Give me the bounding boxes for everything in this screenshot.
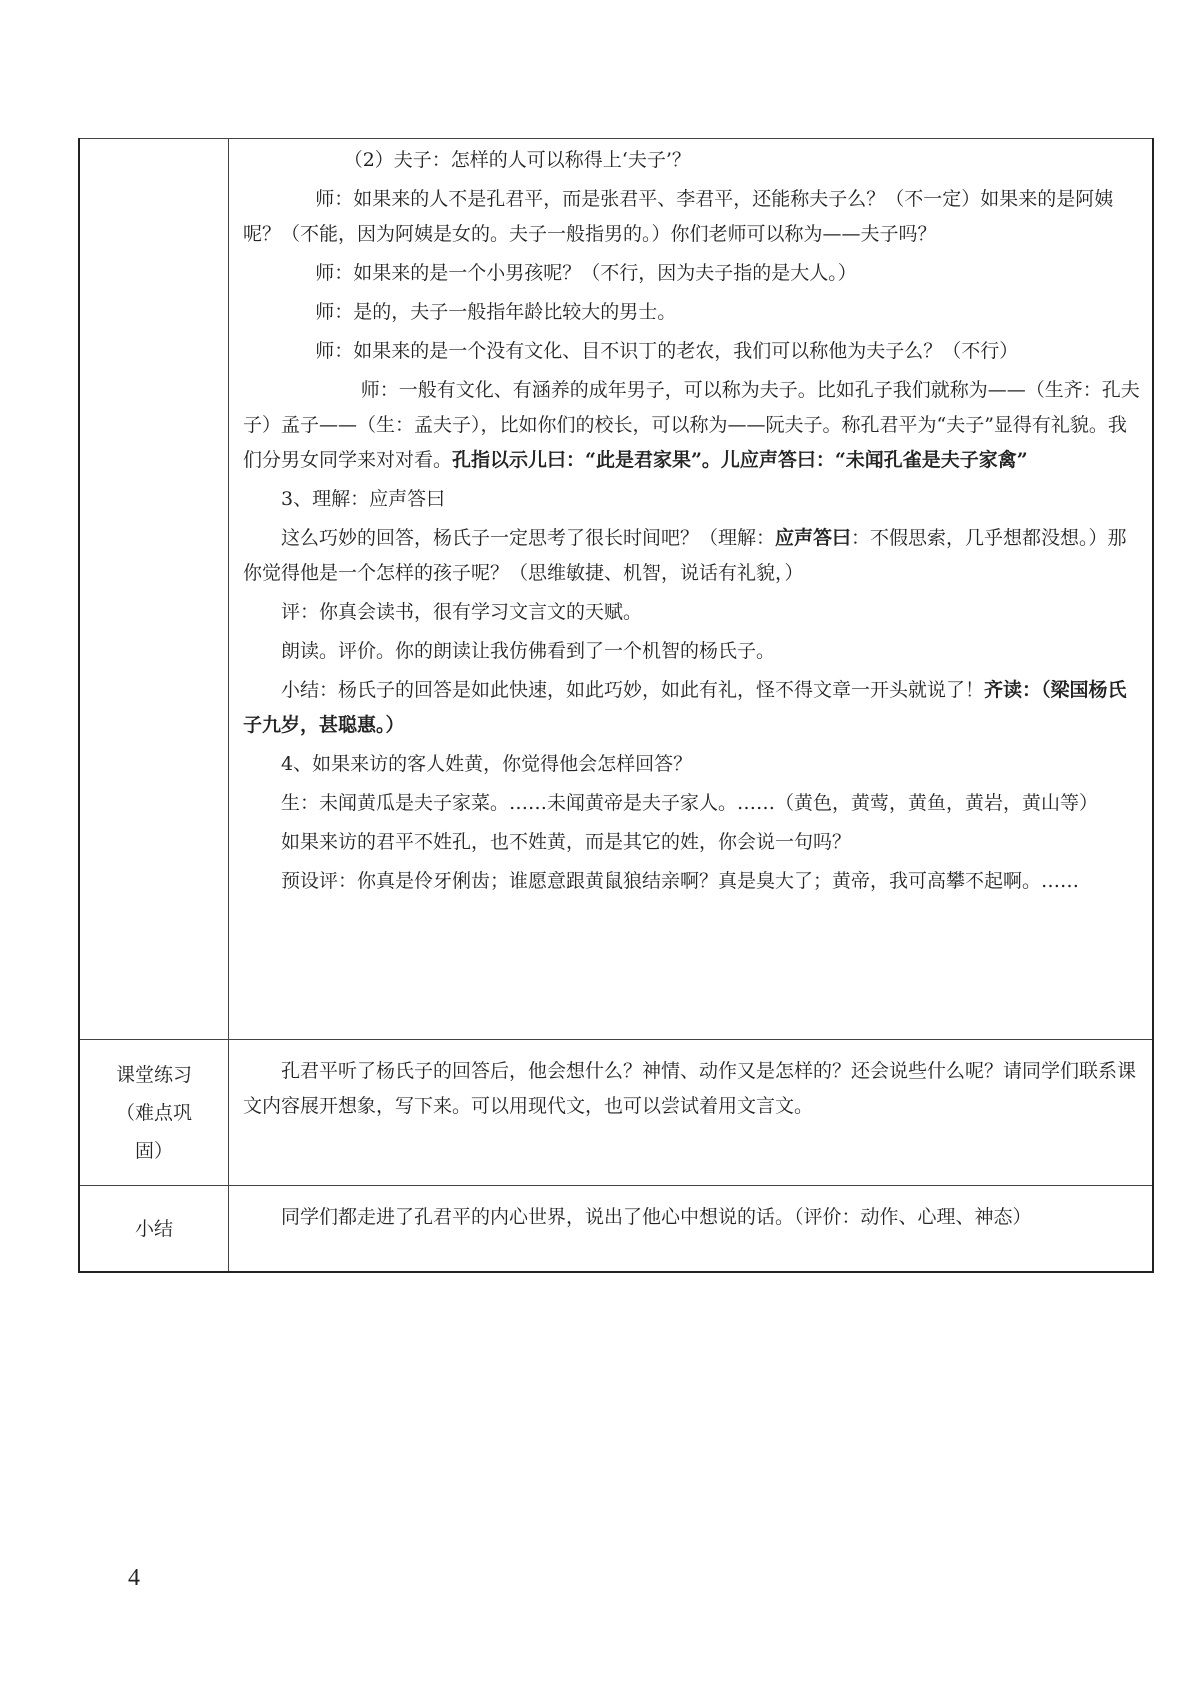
text-segment: 4、如果来访的客人姓黄，你觉得他会怎样回答？ — [281, 753, 693, 775]
text-segment: 师：如果来的是一个没有文化、目不识丁的老农，我们可以称他为夫子么？（不行） — [315, 340, 1019, 362]
teaching-paragraph — [243, 521, 1142, 591]
teaching-paragraph — [243, 334, 1142, 369]
practice-text: 孔君平听了杨氏子的回答后，他会想什么？神情、动作又是怎样的？还会说些什么呢？请同学们联系课文内容展开想象，写下来。可以用现代文，也可以尝试着用文言文。 — [243, 1060, 1137, 1117]
page-number: 4 — [128, 1565, 140, 1591]
teaching-paragraph — [243, 256, 1142, 291]
text-segment: 师：如果来的人不是孔君平，而是张君平、李君平，还能称夫子么？（不一定）如果来的是阿姨呢？（不能，因为阿姨是女的。夫子一般指男的。）你们老师可以称为——夫子吗？ — [243, 188, 1114, 245]
teaching-paragraph — [243, 182, 1142, 252]
teaching-process-text — [229, 139, 1152, 899]
text-segment: 预设评：你真是伶牙俐齿；谁愿意跟黄鼠狼结亲啊？真是臭大了；黄帝，我可高攀不起啊。…… — [281, 870, 1080, 892]
bold-text-segment: 齐读：（梁国杨氏子九岁，甚聪惠。） — [243, 679, 1127, 736]
text-segment: 这么巧妙的回答，杨氏子一定思考了很长时间吧？（理解： — [281, 527, 776, 549]
practice-row — [79, 1040, 1153, 1186]
text-segment: 如果来访的君平不姓孔，也不姓黄，而是其它的姓，你会说一句吗？ — [281, 831, 852, 853]
summary-text: 同学们都走进了孔君平的内心世界，说出了他心中想说的话。（评价：动作、心理、神态） — [281, 1206, 1032, 1228]
text-segment: 朗读。评价。你的朗读让我仿佛看到了一个机智的杨氏子。 — [281, 640, 776, 662]
teaching-paragraph — [243, 673, 1142, 743]
practice-label-line-2: （难点巩 — [115, 1101, 192, 1124]
teaching-paragraph — [243, 864, 1142, 899]
teaching-paragraph — [243, 295, 1142, 330]
text-segment: 生：未闻黄瓜是夫子家菜。……未闻黄帝是夫子家人。……（黄色，黄莺，黄鱼，黄岩，黄山等） — [281, 792, 1099, 814]
text-segment: 3、理解：应声答曰 — [281, 488, 446, 510]
teaching-paragraph — [243, 634, 1142, 669]
teaching-paragraph — [243, 482, 1142, 517]
teaching-process-content — [229, 139, 1154, 1040]
text-segment: 师：一般有文化、有涵养的成年男子，可以称为夫子。比如孔子我们就称为——（生齐：孔夫子）孟子——（生：孟夫子），比如你们的校长，可以称为——阮夫子。称孔君平为“夫子”显得有礼貌。我们分男女同学来对对看。 — [243, 379, 1140, 471]
text-segment: 小结：杨氏子的回答是如此快速，如此巧妙，如此有礼，怪不得文章一开头就说了！ — [281, 679, 985, 701]
teaching-paragraph — [243, 747, 1142, 782]
teaching-paragraph — [243, 373, 1142, 478]
teaching-paragraph — [243, 143, 1142, 178]
bold-text-segment: 孔指以示儿曰：“此是君家果”。儿应声答曰：“未闻孔雀是夫子家禽” — [452, 449, 1028, 471]
text-segment: 师：如果来的是一个小男孩呢？（不行，因为夫子指的是大人。） — [315, 262, 857, 284]
lesson-plan-table — [78, 138, 1154, 1273]
teaching-paragraph — [243, 786, 1142, 821]
summary-content — [229, 1186, 1154, 1273]
bold-text-segment: 应声答曰 — [775, 527, 852, 549]
teaching-paragraph — [243, 595, 1142, 630]
text-segment: ：不假思索，几乎想都没想。）那你觉得他是一个怎样的孩子呢？（思维敏捷、机智，说话有礼貌，） — [243, 527, 1127, 584]
practice-label-line-1: 课堂练习 — [115, 1063, 192, 1086]
practice-label-line-3: 固） — [134, 1139, 173, 1162]
teaching-process-label — [79, 139, 229, 1040]
teaching-process-row — [79, 139, 1153, 1040]
summary-label: 小结 — [79, 1186, 229, 1273]
text-segment: 评：你真会读书，很有学习文言文的天赋。 — [281, 601, 643, 623]
text-segment: 师：是的，夫子一般指年龄比较大的男士。 — [315, 301, 677, 323]
teaching-paragraph — [243, 825, 1142, 860]
practice-content — [229, 1040, 1154, 1186]
summary-row — [79, 1186, 1153, 1273]
text-segment: （2）夫子：怎样的人可以称得上‘夫子’？ — [343, 149, 691, 171]
practice-label — [79, 1040, 229, 1186]
